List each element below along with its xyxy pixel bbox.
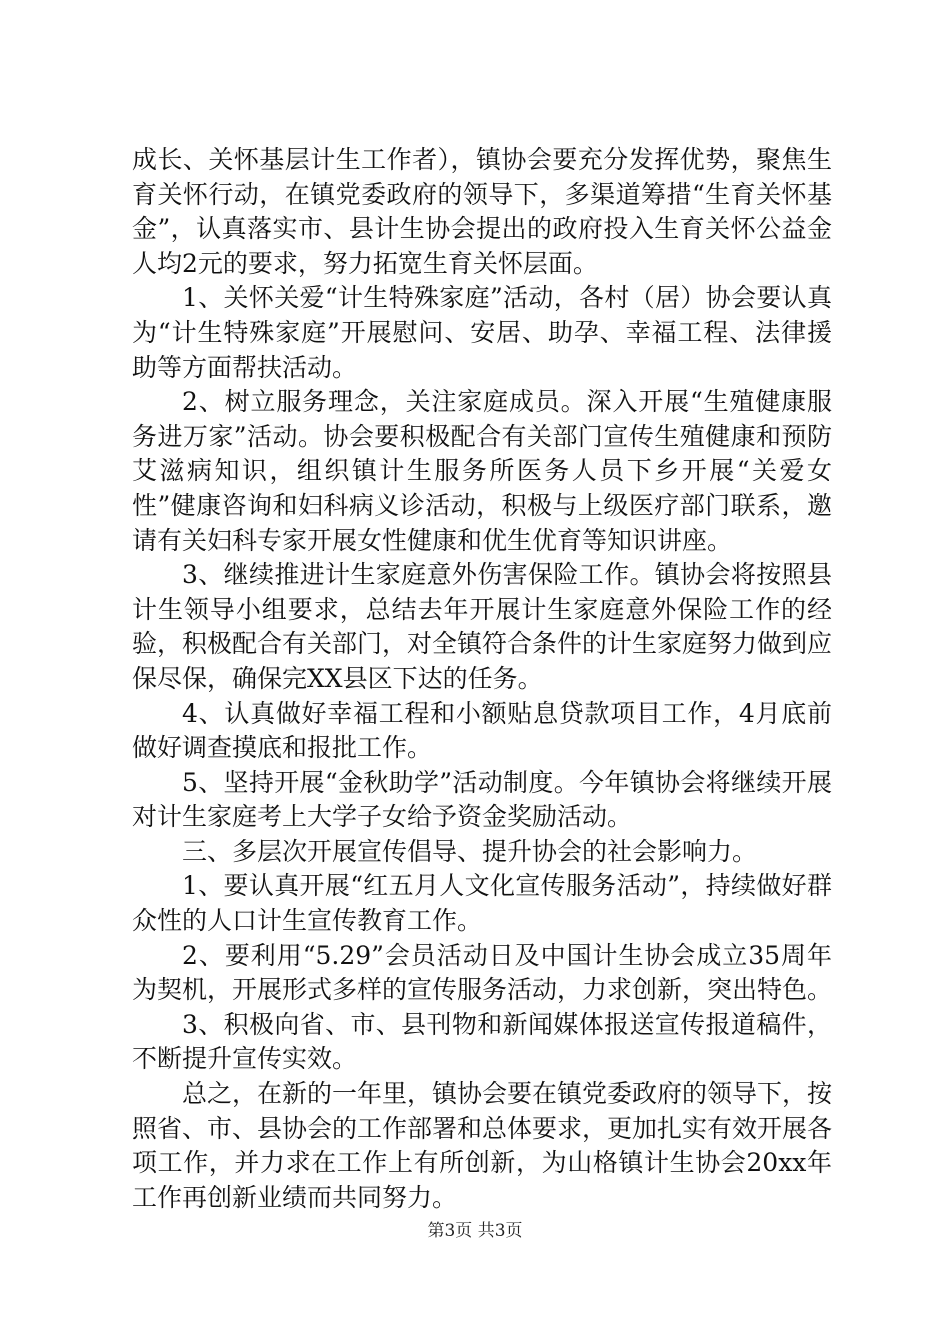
paragraph: 2、要利用“5.29”会员活动日及中国计生协会成立35周年为契机，开展形式多样的宣传服务活动，力求创新，突出特色。 [132,940,833,1005]
paragraph: 3、继续推进计生家庭意外伤害保险工作。镇协会将按照县计生领导小组要求，总结去年开展计生家庭意外保险工作的经验，积极配合有关部门，对全镇符合条件的计生家庭努力做到应保尽保，确保完XX县区下达的任务。 [132,560,833,693]
paragraph: 成长、关怀基层计生工作者），镇协会要充分发挥优势，聚焦生育关怀行动，在镇党委政府的领导下，多渠道筹措“生育关怀基金”，认真落实市、县计生协会提出的政府投入生育关怀公益金人均2元的要求，努力拓宽生育关怀层面。 [132,145,832,278]
paragraph: 总之，在新的一年里，镇协会要在镇党委政府的领导下，按照省、市、县协会的工作部署和总体要求，更加扎实有效开展各项工作，并力求在工作上有所创新，为山格镇计生协会20xx年工作再创新业绩而共同努力。 [132,1079,833,1212]
paragraph: 1、关怀关爱“计生特殊家庭”活动，各村（居）协会要认真为“计生特殊家庭”开展慰问、安居、助孕、幸福工程、法律援助等方面帮扶活动。 [132,283,832,382]
paragraph: 1、要认真开展“红五月人文化宣传服务活动”，持续做好群众性的人口计生宣传教育工作。 [132,871,832,936]
paragraph: 4、认真做好幸福工程和小额贴息贷款项目工作，4月底前做好调查摸底和报批工作。 [132,698,832,763]
paragraph: 5、坚持开展“金秋助学”活动制度。今年镇协会将继续开展对计生家庭考上大学子女给予资金奖励活动。 [132,767,832,832]
document-body [132,143,832,1215]
section-heading: 三、多层次开展宣传倡导、提升协会的社会影响力。 [182,836,758,866]
paragraph: 2、树立服务理念，关注家庭成员。深入开展“生殖健康服务进万家”活动。协会要积极配合有关部门宣传生殖健康和预防艾滋病知识，组织镇计生服务所医务人员下乡开展“关爱女性”健康咨询和妇科病义诊活动，积极与上级医疗部门联系，邀请有关妇科专家开展女性健康和优生优育等知识讲座。 [132,387,832,555]
page-footer: 第3页 共3页 [427,1221,523,1241]
paragraph: 3、积极向省、市、县刊物和新闻媒体报送宣传报道稿件，不断提升宣传实效。 [132,1009,832,1074]
